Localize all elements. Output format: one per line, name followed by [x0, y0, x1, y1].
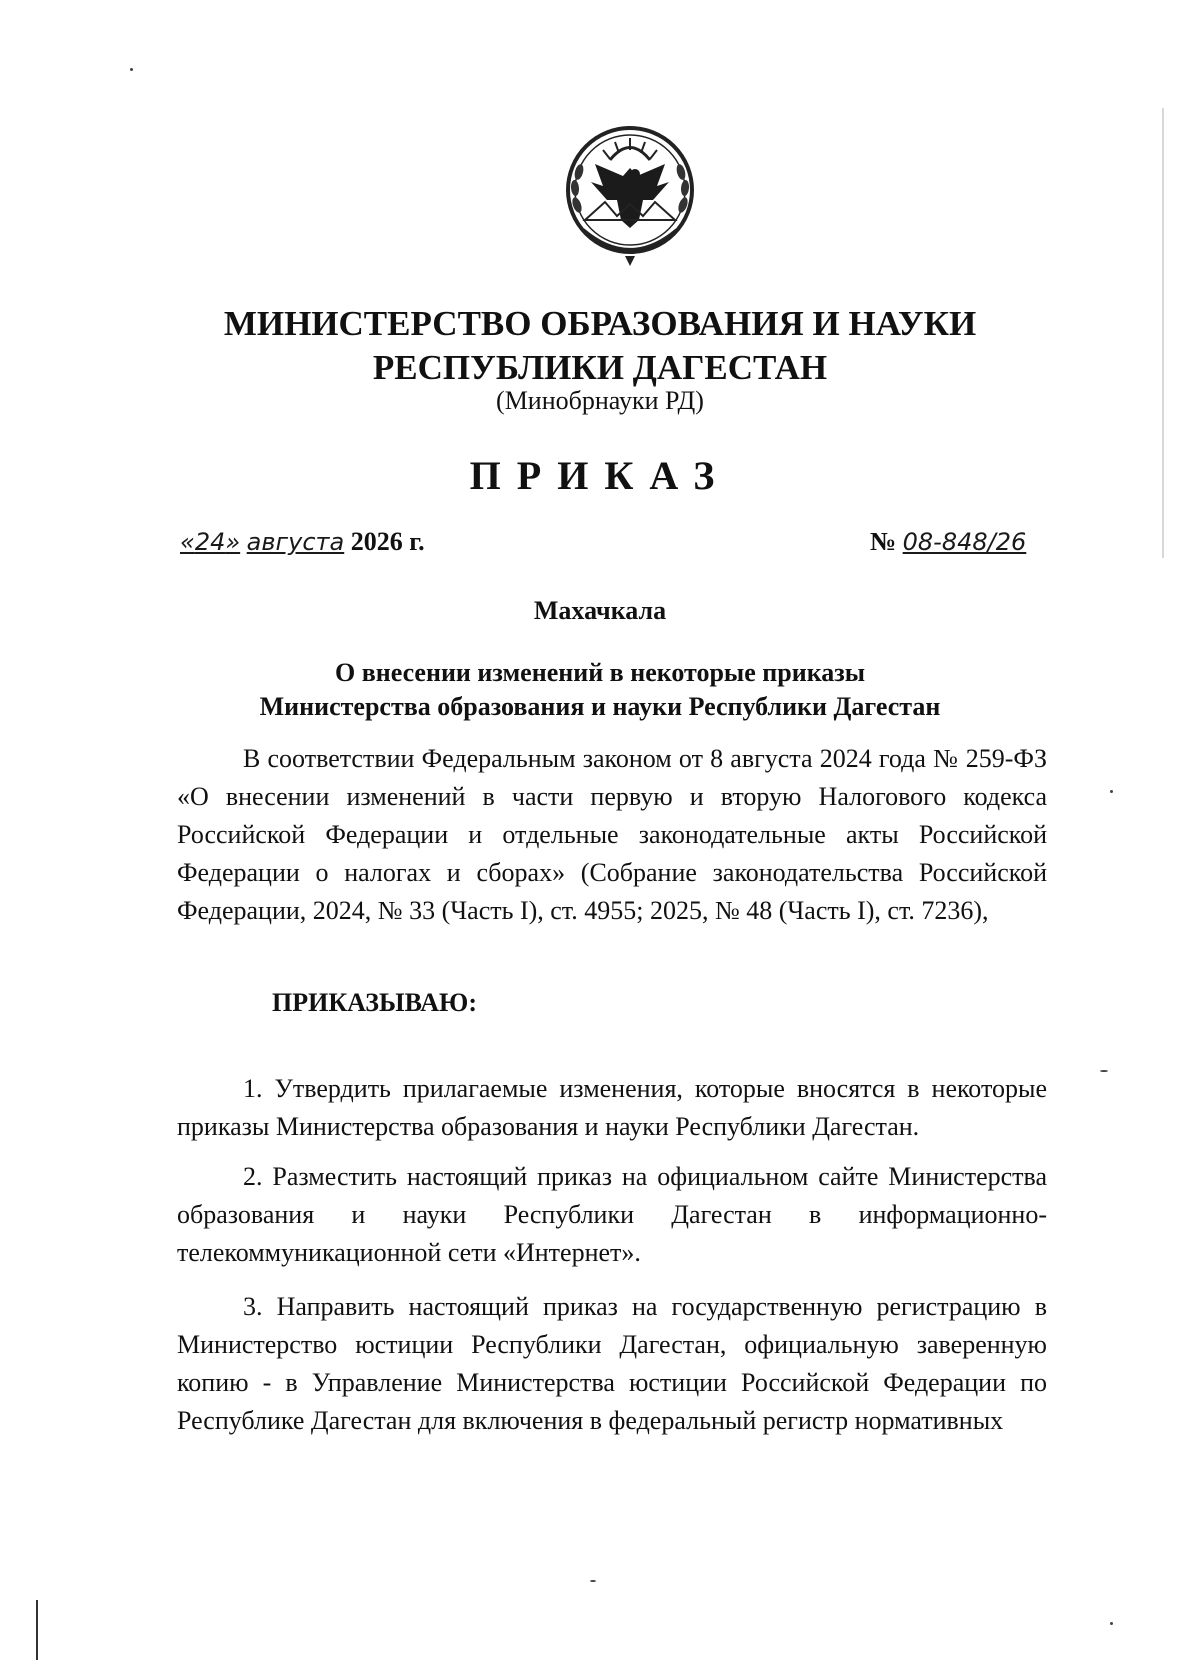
scan-speck [1100, 1070, 1108, 1072]
ministry-name [0, 302, 1200, 390]
number-prefix: № [870, 527, 897, 556]
scan-speck [590, 1580, 596, 1582]
scan-speck [130, 68, 133, 71]
date-month: августа [246, 528, 345, 556]
item-3-paragraph: 3. Направить настоящий приказ на государственную регистрацию в Министерство юстиции Республики Дагестан, официальную заверенную копию - в Управление Министерства юстиции Российской Федерации по Республике Дагестан для включения в федеральный регистр нормативных [177, 1292, 1047, 1435]
order-title: ПРИКАЗ [469, 453, 731, 498]
scan-speck [1110, 1622, 1113, 1625]
order-date [180, 527, 425, 557]
subject-line2: Министерства образования и науки Республики Дагестан [259, 692, 941, 721]
scan-edge-mark [36, 1600, 38, 1660]
preamble-paragraph: В соответствии Федеральным законом от 8 августа 2024 года № 259-ФЗ «О внесении изменений в части первую и вторую Налогового кодекса Российской Федерации и отдельные законодательные акты Российской Федерации о налогах и сборах» (Собрание законодательства Российской Федерации, 2024, № 33 (Часть I), ст. 4955; 2025, № 48 (Часть I), ст. 7236), [177, 744, 1047, 925]
order-subject [0, 656, 1200, 724]
city: Махачкала [533, 596, 667, 625]
item-1-paragraph: 1. Утвердить прилагаемые изменения, которые вносятся в некоторые приказы Министерства образования и науки Республики Дагестан. [177, 1074, 1047, 1141]
ministry-short-name: (Минобрнауки РД) [496, 386, 704, 415]
date-day: 24 [194, 528, 226, 556]
subject-line1: О внесении изменений в некоторые приказы [334, 658, 866, 687]
ministry-name-line1: МИНИСТЕРСТВО ОБРАЗОВАНИЯ И НАУКИ [223, 304, 977, 343]
date-open-quote: « [180, 528, 195, 556]
decree-heading: ПРИКАЗЫВАЮ: [272, 988, 477, 1017]
order-number [870, 527, 1026, 557]
item-2-paragraph: 2. Разместить настоящий приказ на официальном сайте Министерства образования и науки Республики Дагестан в информационно-телекоммуникационной сети «Интернет». [177, 1162, 1047, 1267]
scan-speck [1110, 790, 1113, 793]
dagestan-coat-of-arms-icon [555, 120, 705, 270]
date-year: 2026 г. [350, 527, 425, 556]
ministry-name-line2: РЕСПУБЛИКИ ДАГЕСТАН [372, 348, 828, 387]
date-close-quote: » [225, 528, 241, 556]
number-value: 08-848/26 [902, 528, 1027, 556]
scan-edge-line [1162, 108, 1164, 558]
